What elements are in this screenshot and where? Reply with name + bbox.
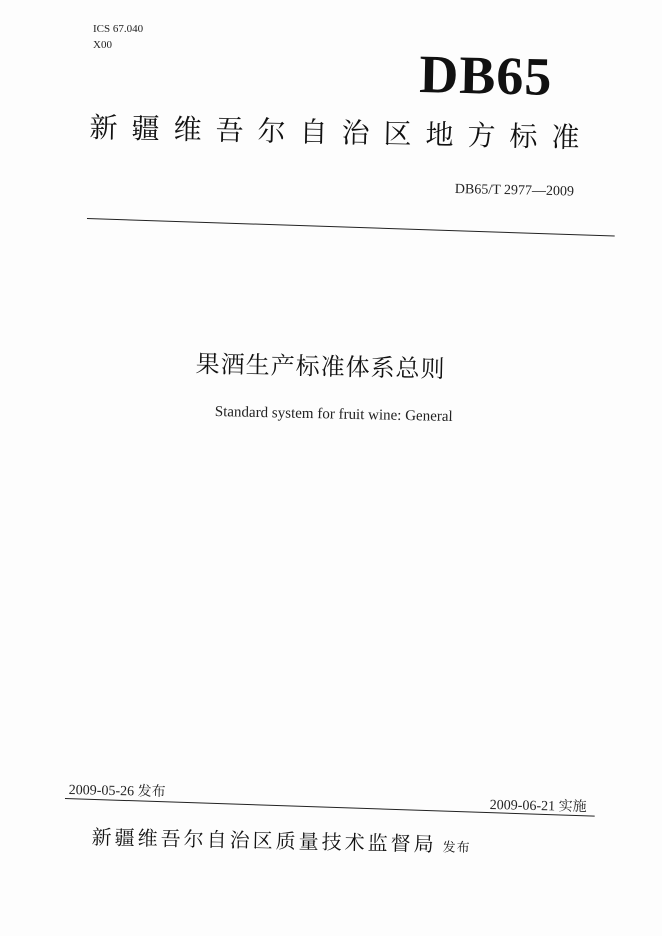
header-rule — [87, 218, 615, 237]
standard-number: DB65/T 2977—2009 — [454, 182, 575, 200]
issuer-name: 新疆维吾尔自治区质量技术监督局 — [91, 824, 437, 857]
ics-code: ICS 67.040 — [93, 23, 144, 35]
document-title-chinese: 果酒生产标准体系总则 — [195, 349, 446, 384]
issuing-authority-title: 新疆维吾尔自治区地方标准 — [89, 110, 594, 155]
class-code: X00 — [93, 39, 112, 51]
issue-date: 2009-05-26 发布 — [68, 782, 166, 801]
document-title-english: Standard system for fruit wine: General — [214, 404, 453, 425]
classification-codes — [93, 21, 143, 53]
issuer-line — [91, 822, 471, 864]
implementation-date: 2009-06-21 实施 — [489, 797, 587, 816]
issuer-suffix: 发布 — [442, 840, 471, 856]
db-mark: DB65 — [418, 44, 553, 107]
